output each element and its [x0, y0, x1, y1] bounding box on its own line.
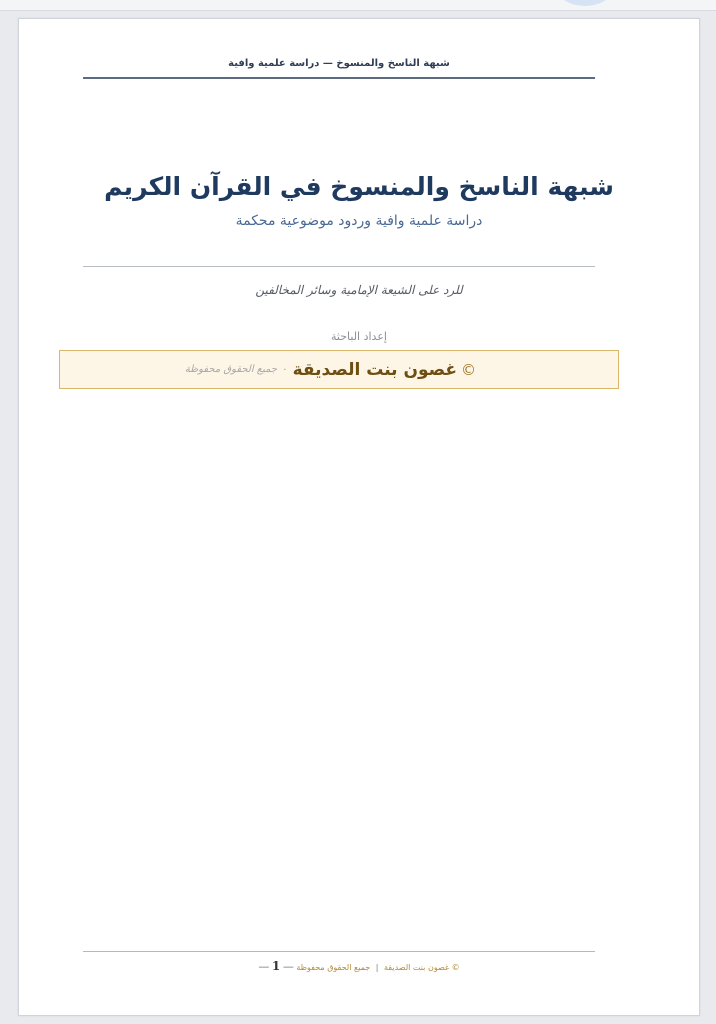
- title-divider: [83, 266, 595, 267]
- document-subtitle: دراسة علمية وافية وردود موضوعية محكمة: [235, 213, 483, 229]
- footer-divider: [83, 951, 595, 952]
- author-box: [59, 350, 619, 389]
- viewer-top-edge: [0, 0, 716, 11]
- author-line: [185, 360, 476, 380]
- footer-dash-left: —: [282, 960, 294, 973]
- footer-separator: |: [375, 963, 379, 972]
- page-footer: [59, 959, 659, 975]
- document-title: شبهة الناسخ والمنسوخ في القرآن الكريم: [104, 172, 614, 201]
- author-name: غصون بنت الصديقة: [292, 359, 457, 380]
- footer-rights: جميع الحقوق محفوظة: [296, 963, 371, 972]
- prepared-by-label: إعداد الباحثة: [331, 330, 387, 343]
- document-page: [18, 18, 700, 1016]
- copyright-icon: ©: [461, 360, 476, 379]
- running-header: شبهة الناسخ والمنسوخ — دراسة علمية وافية: [83, 57, 595, 79]
- dedication-line: للرد على الشيعة الإمامية وسائر المخالفين: [255, 283, 463, 297]
- footer-copyright: © غصون بنت الصديقة: [384, 963, 460, 972]
- page-number: 1: [271, 959, 281, 973]
- author-separator: ·: [283, 363, 287, 376]
- rights-note: جميع الحقوق محفوظة: [184, 364, 278, 375]
- footer-dash-right: —: [258, 960, 270, 973]
